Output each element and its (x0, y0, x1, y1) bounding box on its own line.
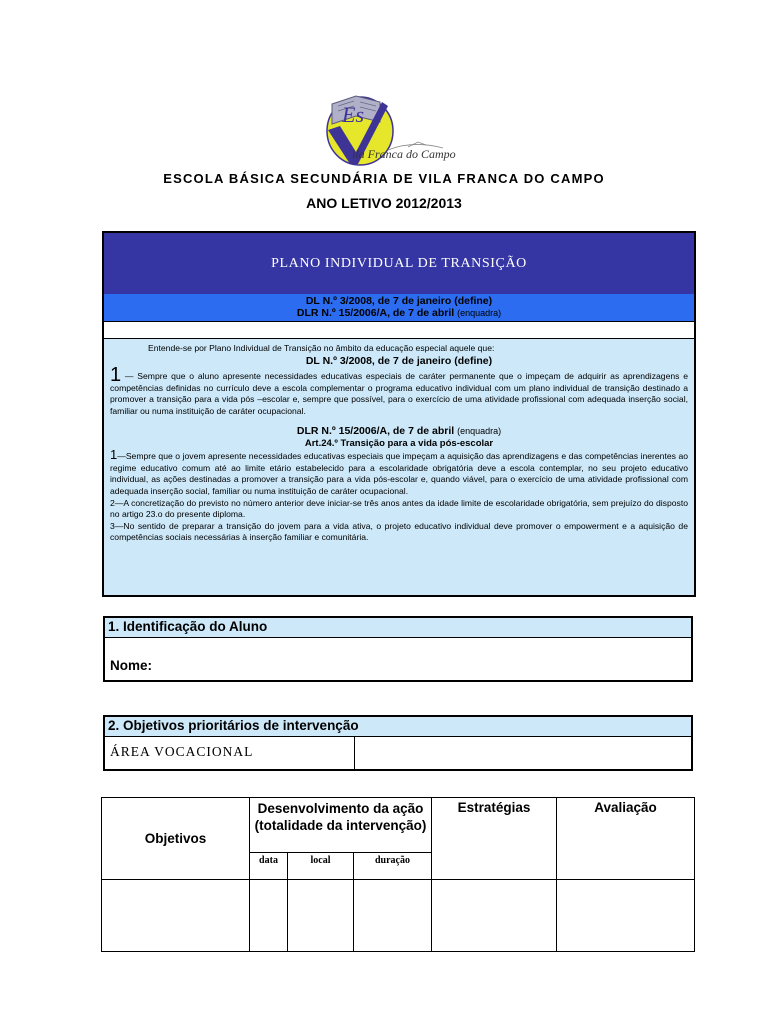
section-1-title: 1. Identificação do Aluno (105, 618, 691, 638)
info-intro: Entende-se por Plano Individual de Transição no âmbito da educação especial aquele que: (148, 343, 495, 353)
school-year: ANO LETIVO 2012/2013 (306, 195, 462, 211)
header-estrategias: Estratégias (432, 798, 557, 880)
blank-row (104, 321, 694, 339)
info-paragraph-2 (110, 449, 688, 497)
school-name: ESCOLA BÁSICA SECUNDÁRIA DE VILA FRANCA DO CAMPO (163, 171, 605, 186)
info-paragraph-1 (110, 364, 688, 417)
legal-references-band (104, 294, 694, 321)
objectives-table (101, 797, 695, 952)
info-ref-2: DLR N.º 15/2006/A, de 7 de abril (296, 424, 455, 437)
table-row (102, 879, 695, 951)
cell-estrategias[interactable] (432, 879, 557, 951)
vocational-area-label: ÁREA VOCACIONAL (105, 737, 355, 769)
subheader-data: data (250, 853, 288, 879)
subheader-local: local (288, 853, 354, 879)
info-paragraph-1-text: — Sempre que o aluno apresente necessidades educativas especiais de caráter permanente que o impeçam de adquirir as aprendizagens e competências definidas no currículo deve a escola complementar o programa educativo individual com um plano individual de transição destinado a promover a transição para a vida pós –escolar e, sempre que possível, para o exercício de uma atividade profissional com adequada inserção social, familiar ou numa instituição de caráter ocupacional. (110, 371, 688, 416)
info-paragraph-1-number: 1 (110, 364, 122, 387)
logo-letters: Es (342, 102, 364, 127)
dl-reference-2-note: (enquadra) (457, 308, 502, 318)
info-paragraph-3: 2—A concretização do previsto no número anterior deve iniciar-se três anos antes da idade limite de escolaridade obrigatória, sem prejuízo do disposto no artigo 23.o do presente diploma. (110, 497, 688, 520)
header-objetivos: Objetivos (102, 798, 250, 880)
header-desenvolvimento: Desenvolvimento da ação (totalidade da intervenção) (250, 798, 432, 853)
cell-data[interactable] (250, 879, 288, 951)
cell-local[interactable] (288, 879, 354, 951)
section-2-title: 2. Objetivos prioritários de intervenção (105, 717, 691, 737)
info-paragraph-2-number: 1 (110, 447, 118, 463)
info-ref-1: DL N.º 3/2008, de 7 de janeiro (define) (305, 354, 493, 367)
info-panel (104, 339, 694, 595)
plan-frame (102, 231, 696, 597)
dl-reference-2: DLR N.º 15/2006/A, de 7 de abril (296, 307, 455, 319)
logo-caption: ila Franca do Campo (352, 147, 456, 161)
name-label: Nome: (110, 658, 153, 673)
info-ref-2-note: (enquadra) (457, 425, 502, 436)
subheader-duracao: duração (354, 853, 432, 879)
plan-title: PLANO INDIVIDUAL DE TRANSIÇÃO (104, 233, 694, 294)
cell-objetivos[interactable] (102, 879, 250, 951)
vocational-area-field[interactable] (355, 737, 691, 769)
info-paragraph-4: 3—No sentido de preparar a transição do jovem para a vida ativa, o projeto educativo individual deve promover o empowerment e a aquisição de competências sociais necessárias à inserção familiar e comunitária. (110, 520, 688, 543)
info-article-title: Art.24.º Transição para a vida pós-escolar (304, 438, 494, 450)
objectives-section (103, 715, 693, 771)
header-avaliacao: Avaliação (557, 798, 695, 880)
student-identification-section (103, 616, 693, 682)
dl-reference-1: DL N.º 3/2008, de 7 de janeiro (define) (305, 295, 493, 307)
info-paragraph-2-text: —Sempre que o jovem apresente necessidades educativas especiais que impeçam a aquisição das aprendizagens e das competências inerentes ao regime educativo comum até ao limite etário estabelecido para a escolaridade obrigatória deve a escola contemplar, no seu projeto educativo individual, as ações destinadas a promover a transição para a vida pós-escolar e, quando viável, para o exercício de uma atividade profissional com adequada inserção social, familiar ou numa instituição de caráter ocupacional. (110, 451, 688, 496)
cell-avaliacao[interactable] (557, 879, 695, 951)
cell-duracao[interactable] (354, 879, 432, 951)
